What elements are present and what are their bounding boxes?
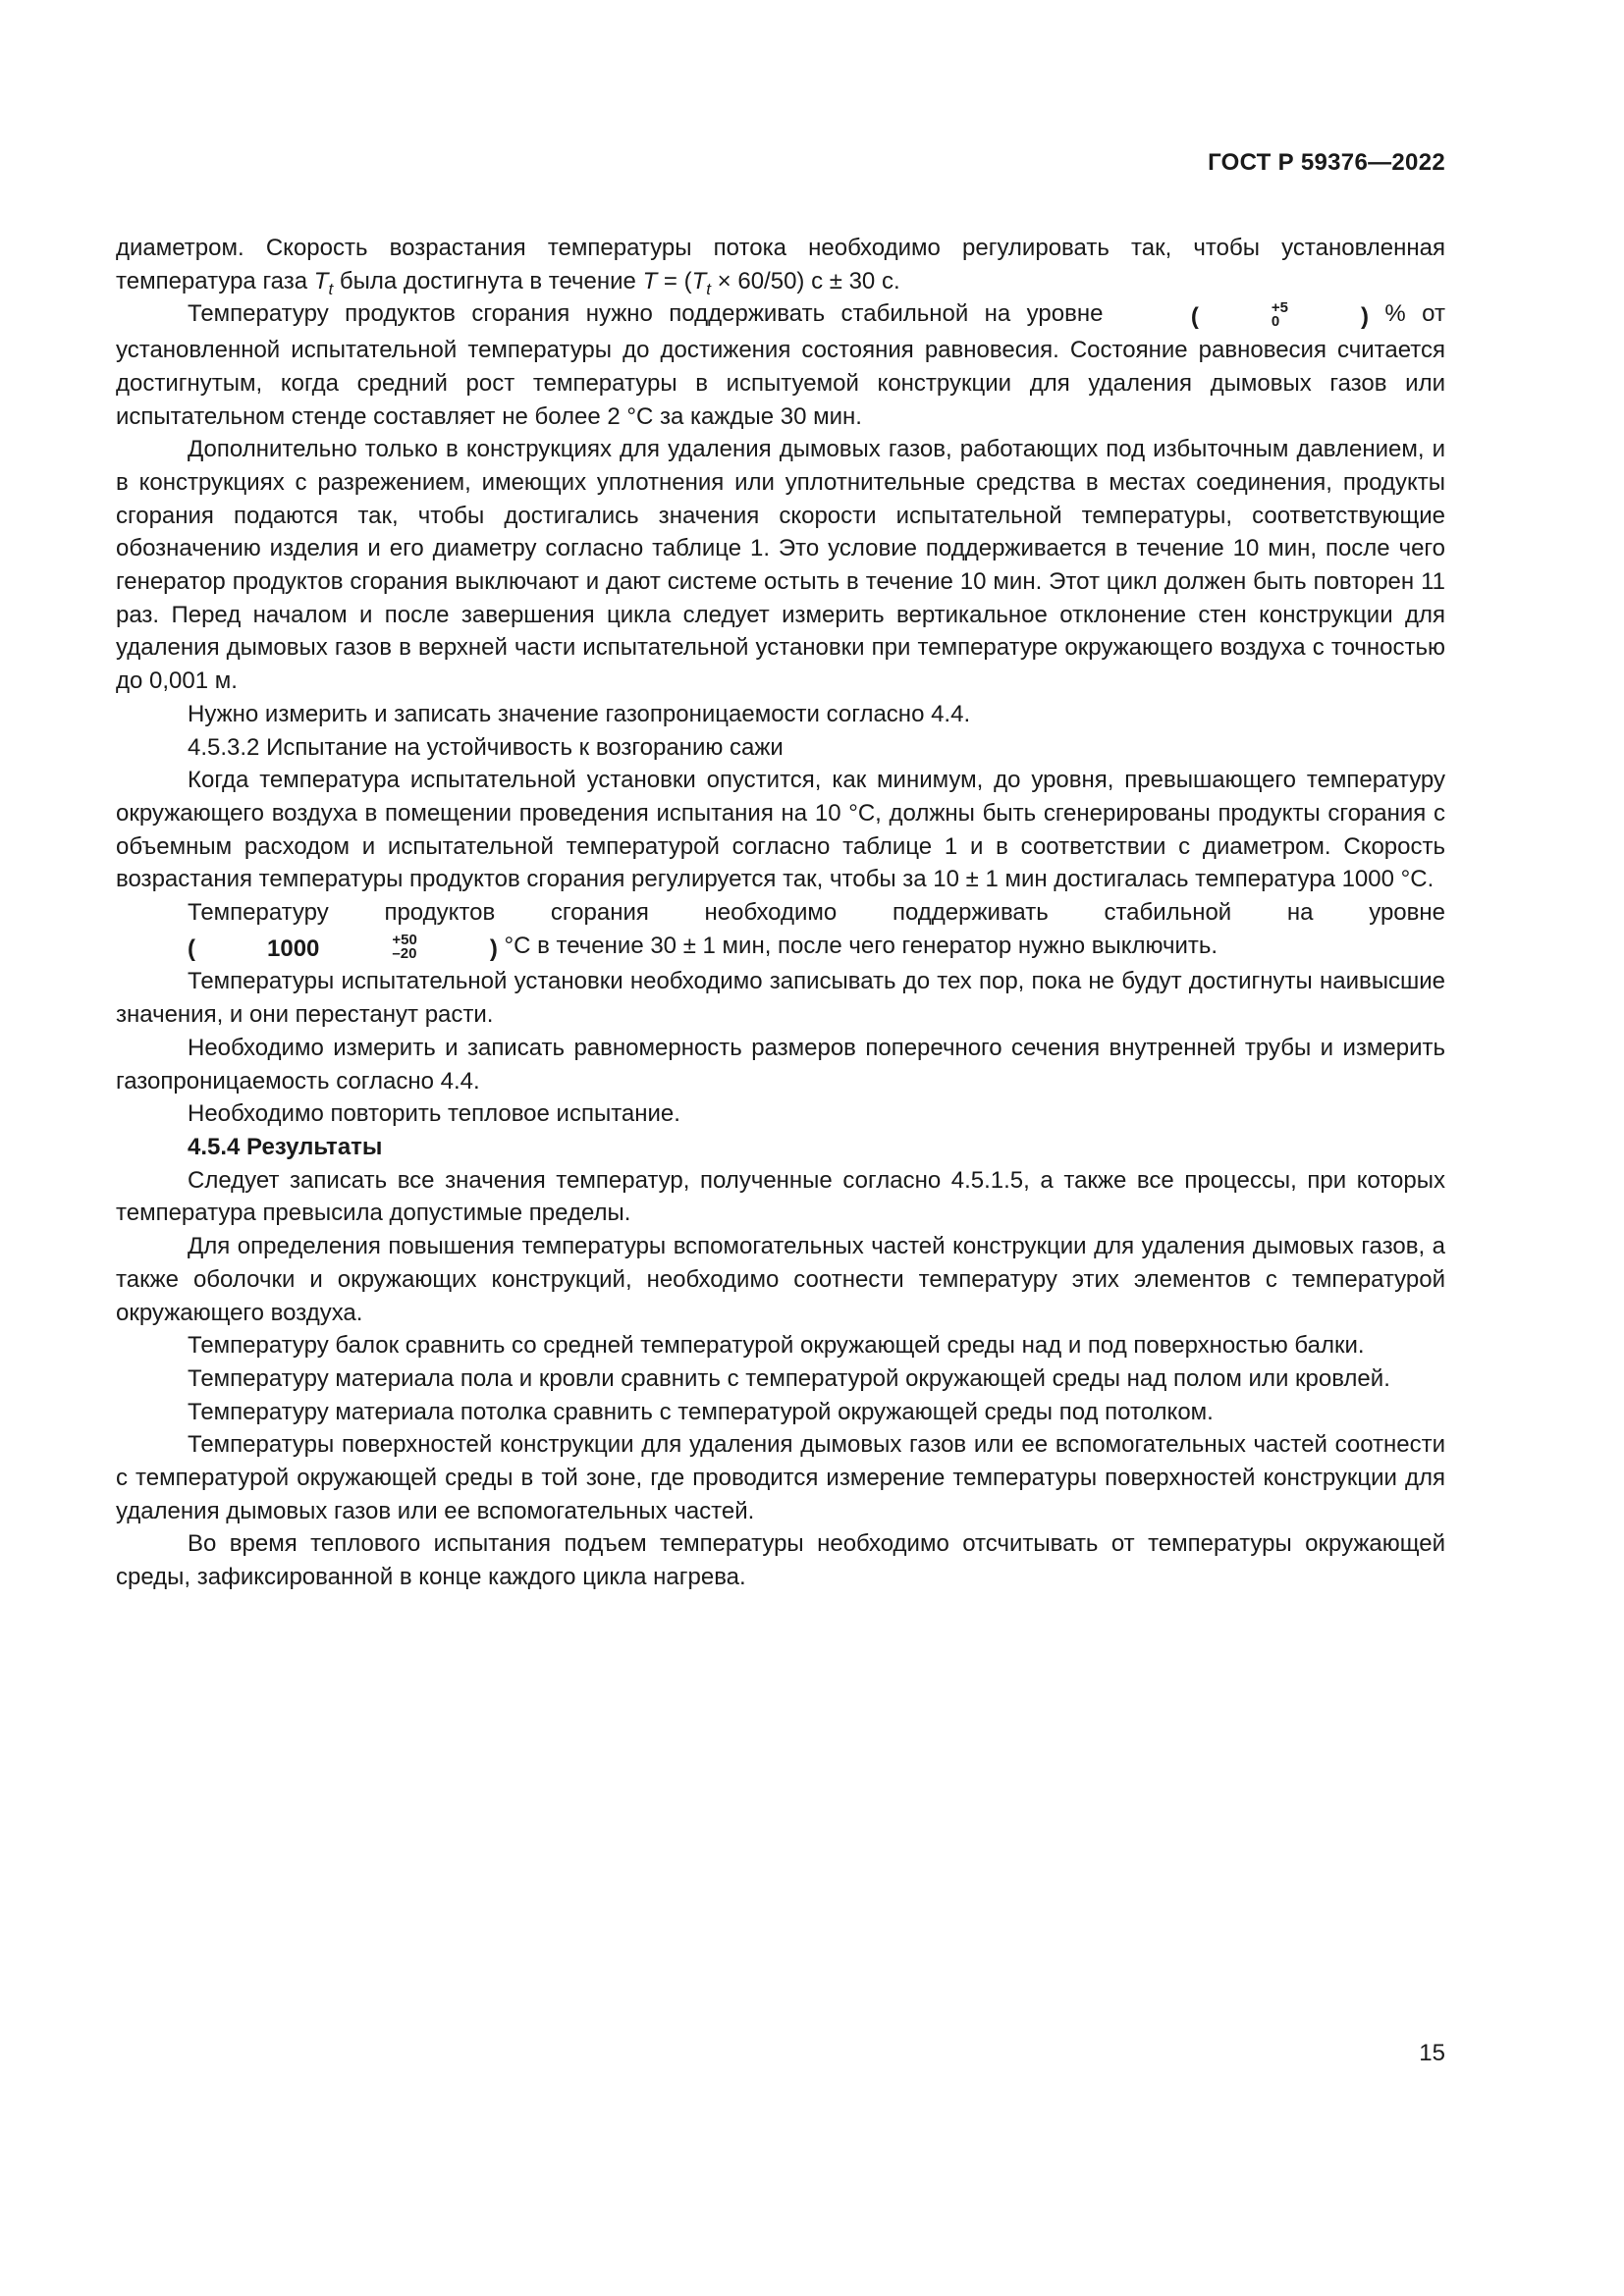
subscript: t [328,279,334,298]
variable-T: T [691,267,707,294]
tolerance-lower: –20 [392,944,417,962]
tolerance-lower: 0 [1271,313,1280,331]
paragraph: Необходимо повторить тепловое испытание. [188,1100,680,1128]
paragraph: Для определения повышения температуры вспомогательных частей конструкции для удаления дымовых газов, а также оболочки и окружающих конструкций, необходимо соотнести температуру этих элементов с температурой окружающего воздуха. [116,1233,1445,1326]
section-heading: 4.5.4 Результаты [188,1133,383,1160]
paragraph: Температуру материала пола и кровли сравнить с температурой окружающей среды над полом или кровлей. [188,1364,1390,1392]
paragraph: Температуру продуктов сгорания необходимо поддерживать стабильной на уровне ( 1000 +50 –20 ) °С в течение 30 ± 1 мин, после чего генератор нужно выключить. [116,896,1445,965]
page-number: 15 [1419,2040,1445,2066]
document-body [116,232,1445,1594]
paragraph: Когда температура испытательной установки опустится, как минимум, до уровня, превышающего температуру окружающего воздуха в помещении проведения испытания на 10 °С, должны быть сгенерированы продукты сгорания с объемным расходом и испытательной температурой согласно таблице 1 и в соответствии с диаметром. Скорость возрастания температуры продуктов сгорания регулируется так, чтобы за 10 ± 1 мин достигалась температура 1000 °С. [116,767,1445,893]
paragraph: Температуру материала потолка сравнить с температурой окружающей среды под потолком. [188,1398,1214,1425]
tolerance-expression: ( +5 0 ) [1190,299,1369,331]
section-heading: 4.5.3.2 Испытание на устойчивость к возгоранию сажи [188,733,784,761]
paragraph: Температуры испытательной установки необходимо записывать до тех пор, пока не будут достигнуты наивысшие значения, и они перестанут расти. [116,968,1445,1029]
tolerance-base: 1000 [267,934,320,962]
paragraph: Дополнительно только в конструкциях для удаления дымовых газов, работающих под избыточным давлением, и в конструкциях с разрежением, имеющих уплотнения или уплотнительные средства в местах соединения, продукты сгорания подаются так, чтобы достигались значения скорости испытательной температуры, соответствующие обозначению изделия и его диаметру согласно таблице 1. Это условие поддерживается в течение 10 мин, после чего генератор продуктов сгорания выключают и дают системе остыть в течение 10 мин. Этот цикл должен быть повторен 11 раз. Перед началом и после завершения цикла следует измерить вертикальное отклонение стен конструкции для удаления дымовых газов в верхней части испытательной установки при температуре окружающего воздуха с точностью до 0,001 м. [116,436,1445,695]
subscript: t [706,279,711,298]
paragraph: Температуры поверхностей конструкции для удаления дымовых газов или ее вспомогательных частей соотнести с температурой окружающей среды в той зоне, где проводится измерение температуры поверхностей конструкции для удаления дымовых газов или ее вспомогательных частей. [116,1431,1445,1524]
paragraph: Следует записать все значения температур, полученные согласно 4.5.1.5, а также все процессы, при которых температура превысила допустимые пределы. [116,1166,1445,1227]
tolerance-upper: +5 [1271,299,1288,317]
paragraph: Необходимо измерить и записать равномерность размеров поперечного сечения внутренней трубы и измерить газопроницаемость согласно 4.4. [116,1034,1445,1095]
variable-T: T [313,267,329,294]
variable-T: T [642,267,658,294]
tolerance-upper: +50 [392,931,417,948]
paragraph: Во время теплового испытания подъем температуры необходимо отсчитывать от температуры окружающей среды, зафиксированной в конце каждого цикла нагрева. [116,1530,1445,1591]
tolerance-expression: ( 1000 +50 –20 ) [116,933,498,966]
paragraph: Температуру балок сравнить со средней температурой окружающей среды над и под поверхностью балки. [188,1332,1365,1360]
document-id-header: ГОСТ Р 59376—2022 [1208,149,1445,176]
paragraph: Нужно измерить и записать значение газопроницаемости согласно 4.4. [188,700,971,727]
paragraph: диаметром. Скорость возрастания температуры потока необходимо регулировать так, чтобы установленная температура газа $T_t$ была достигнута в течение $T = (T_t \times 60/50) с \pm 30$ с. [116,235,1445,298]
paragraph: Температуру продуктов сгорания нужно поддерживать стабильной на уровне ( +5 0 ) % от установленной испытательной температуры до достижения состояния равновесия. Состояние равновесия считается достигнутым, когда средний рост температуры в испытуемой конструкции для удаления дымовых газов или испытательном стенде составляет не более 2 °С за каждые 30 мин. [116,299,1445,430]
